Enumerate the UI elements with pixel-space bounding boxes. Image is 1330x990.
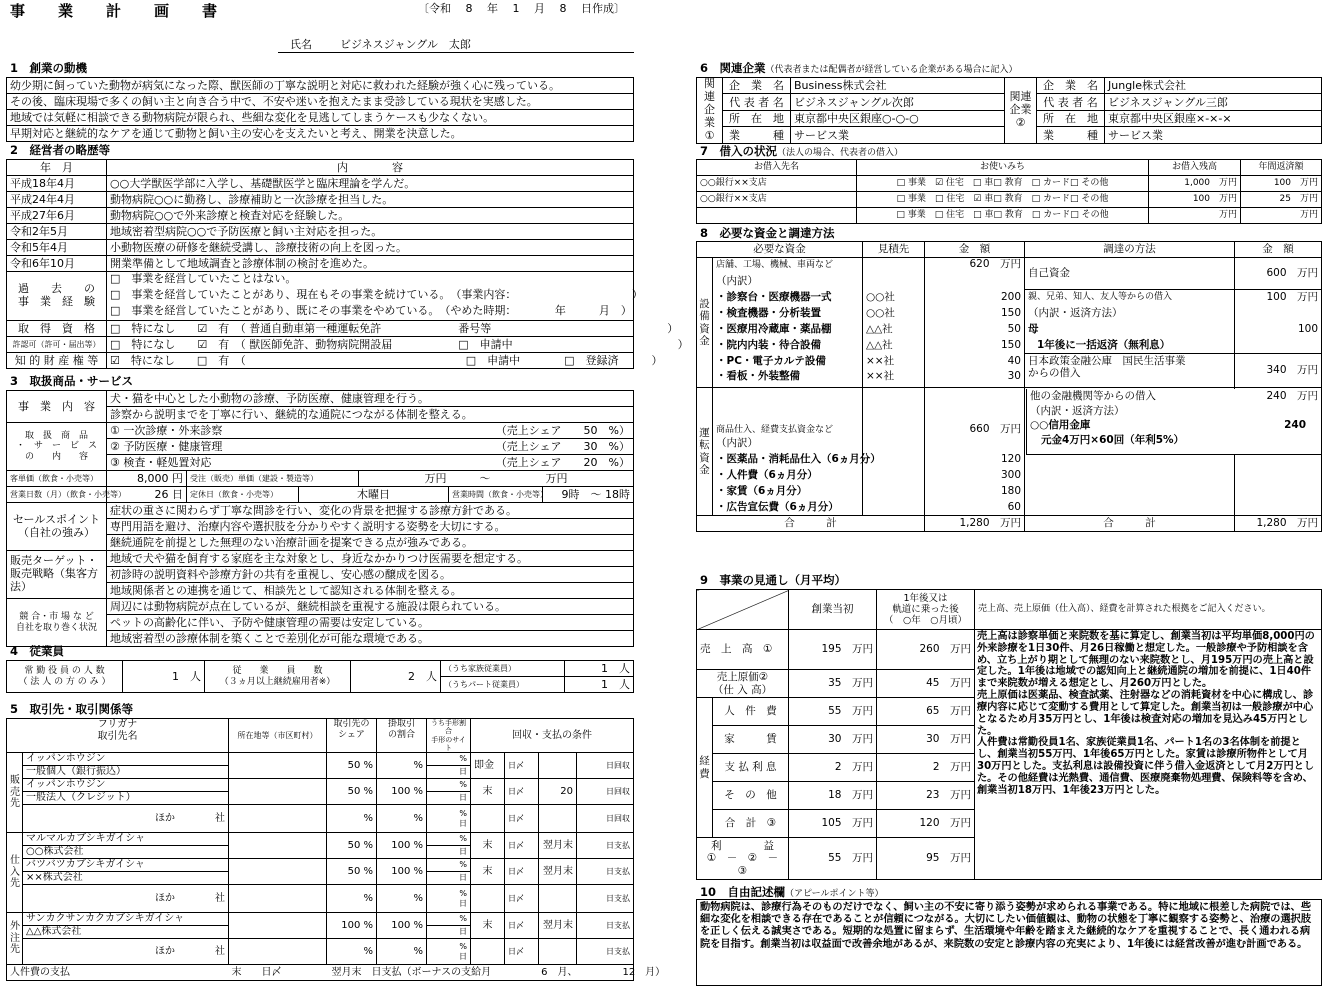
product-name[interactable]: 予防医療・健康管理 — [123, 439, 223, 453]
equipment-label: 設 備 資 金 — [697, 258, 713, 388]
unit-price-label: 受注（販売）単価（建設・製造等） — [187, 471, 359, 487]
condition-suffix: 日支払 — [577, 859, 634, 885]
col-annual: 年間返済額 — [1241, 160, 1322, 176]
col-share: 取引先の シェア — [327, 719, 377, 753]
section-1-title: 1 創業の動機 — [10, 61, 88, 75]
expense-start[interactable]: 2 万円 — [789, 754, 877, 782]
cost-after[interactable]: 45 万円 — [877, 670, 975, 698]
qualification-value[interactable]: □ 特になし ☑ 有 （ 普通自動車第一種運転免許 番号等 ） — [107, 321, 634, 337]
condition-type[interactable]: 即金 — [471, 753, 505, 779]
condition-type[interactable]: 末 — [471, 913, 505, 939]
motive-line[interactable]: その後、臨床現場で多くの飼い主と向き合う中で、不安や迷いを抱えたまま受診している現状を実感した。 — [7, 94, 634, 110]
expense-after[interactable]: 23 万円 — [877, 782, 975, 810]
partner-credit[interactable]: 100 — [391, 839, 411, 851]
payroll-value[interactable]: 末 日〆 翌月末 日支払（ボーナスの支給月 6 月、 12 月） — [229, 965, 634, 981]
condition-suffix: 日回収 — [577, 779, 634, 805]
annual-repayment[interactable]: 25 万円 — [1241, 192, 1322, 208]
expense-after[interactable]: 120 万円 — [877, 810, 975, 838]
business-label: 事 業 内 容 — [7, 391, 107, 423]
section-9 — [696, 589, 1322, 880]
company-1-industry[interactable]: サービス業 — [791, 127, 1005, 143]
target-line[interactable]: 地域で犬や猫を飼育する家庭を主な対象とし、身近なかかりつけ医需要を想定する。 — [107, 551, 634, 567]
expense-start[interactable]: 55 万円 — [789, 698, 877, 726]
equipment-vendor[interactable]: ○○社 — [863, 290, 925, 306]
working-capital-total[interactable]: 660 万円 — [925, 388, 1025, 436]
past-experience-label: 過 去 の 事 業 経 験 — [7, 272, 107, 321]
lender-name[interactable]: ○○銀行××支店 — [697, 192, 857, 208]
executives-value[interactable]: 1 人 — [123, 661, 205, 693]
equipment-vendor[interactable]: △△社 — [863, 322, 925, 338]
col-basis: 売上高、売上原価（仕入高）、経費を計算された根拠をご記入ください。 — [975, 590, 1322, 630]
expense-name: 支 払 利 息 — [713, 754, 789, 782]
section-6-title: 6 関連企業（代表者または配偶者が経営している企業がある場合に記入） — [700, 61, 1018, 75]
jfc-label: 日本政策金融公庫 国民生活事業 — [1028, 355, 1186, 367]
equipment-breakdown-label: （内訳） — [713, 274, 863, 290]
usage-options[interactable]: □ 事業 □ 住宅 ☑ 車□ 教育 □ カード□ その他 — [857, 192, 1149, 208]
product-number: ③ — [110, 455, 120, 469]
working-amount[interactable]: 180 — [925, 484, 1025, 500]
company-2-name[interactable]: Jungle株式会社 — [1105, 78, 1322, 94]
col-estimate: 見積先 — [863, 242, 925, 258]
family-repayment[interactable]: 1年後に一括返済（無利息） — [1025, 338, 1235, 354]
col-location: 所在地等（市区町村） — [229, 719, 327, 753]
expense-name: 家 賃 — [713, 726, 789, 754]
col-conditions: 回収・支払の条件 — [471, 719, 634, 753]
qualification-label: 取 得 資 格 — [7, 321, 107, 337]
permit-value[interactable]: □ 特になし ☑ 有 （ 獣医師免許、動物病院開設届 □ 申請中 ） — [107, 337, 634, 353]
others-count[interactable]: ほか 社 — [23, 885, 229, 913]
usage-options[interactable]: □ 事業 □ 住宅 □ 車□ 教育 □ カード□ その他 — [857, 208, 1149, 224]
family-breakdown-label: （内訳・返済方法） — [1025, 306, 1235, 322]
col-amount: 金 額 — [925, 242, 1025, 258]
field-label: 所 在 地 — [723, 110, 791, 126]
col-year: 年 月 — [7, 160, 107, 176]
profit-after[interactable]: 95 万円 — [877, 838, 975, 880]
other-lender-value[interactable]: 240 万円 — [1266, 390, 1318, 402]
expense-start[interactable]: 18 万円 — [789, 782, 877, 810]
history-year[interactable]: 平成27年6月 — [7, 208, 107, 224]
working-capital-head: 商品仕入、経費支払資金など — [713, 388, 863, 436]
selling-point-line[interactable]: 症状の重さに関わらず丁寧な問診を行い、変化の背景を把握する診療方針である。 — [107, 503, 634, 519]
section-5: フリガナ 取引先名 所在地等（市区町村） 取引先の シェア 掛取引 の割合 うち手形割合 手形のサイト 回収・支払の条件 販 売 先 イッパンホウジン 50 % % % 即金 日〆 日回収 一般個人（銀行振込） 日 イッパンホウジン 50 % 100 % % 末 日〆 20 日回収 一般法人（クレジット） 日 ほか 社 % % % 日 日〆 日回収 仕 入 先 マルマルカブシキガイシャ 50 % 100 % % 末 日〆 翌月末 日支払 ○○株式会社 日 バツバツカブシキガイシャ 50 % 100 % % 末 日〆 翌月末 日支払 ××株式会社 日 ほか 社 % % % 日 日〆 日支払 外 注 先 サンカクサンカクカブシキガイシャ 100 % 100 % % 末 日〆 翌月末 日支払 △△株式会社 日 ほか 社 % % % 日 日〆 日支払 人件費の支払 末 日〆 翌月末 日支払（ボーナスの支給月 6 月、 12 月） — [6, 718, 634, 981]
profit-label: 利 益 ① － ② － ③ — [697, 838, 789, 880]
ip-label: 知 的 財 産 権 等 — [7, 353, 107, 369]
loan-balance[interactable]: 1,000 万円 — [1149, 176, 1241, 192]
product-name[interactable]: 検査・軽処置対応 — [123, 455, 212, 469]
company-2-address[interactable]: 東京都中央区銀座×-×-× — [1105, 110, 1322, 126]
other-lender-repayment[interactable]: 元金4万円×60回（年利5%） — [1041, 433, 1185, 446]
price-label: 客単価（飲食・小売等） — [7, 471, 107, 487]
free-text[interactable]: 動物病院は、診療行為そのものだけでなく、飼い主の不安に寄り添う姿勢が求められる事業である。特に地域に根差した病院では、些細な変化を相談できる存在であることが信頼につながる。大切にしたい価値観は、動物の状態を丁寧に観察する姿勢と、治療の選択肢を正しく伝える誠実さである。短期的な処置に留まらず、生活環境や年齢を踏まえた継続的なケアを重視することで、長く通われる病院を目指す。創業当初は収益面で改善余地があるが、来院数の安定と診療内容の充実により、1年後には経営改善が進む計画である。 — [697, 900, 1322, 986]
family-lender[interactable]: 母 — [1025, 322, 1235, 338]
owner-label: 氏名 — [290, 38, 312, 51]
needed-total-value[interactable]: 1,280 万円 — [925, 516, 1025, 532]
days-label: 営業日数（月）（飲食・小売等） — [7, 487, 107, 503]
cost-start[interactable]: 35 万円 — [789, 670, 877, 698]
equipment-amount[interactable]: 150 — [925, 338, 1025, 354]
col-lender: お借入先名 — [697, 160, 857, 176]
history-year[interactable]: 平成24年4月 — [7, 192, 107, 208]
expense-after[interactable]: 2 万円 — [877, 754, 975, 782]
condition-suffix: 日支払 — [577, 913, 634, 939]
expense-start[interactable]: 30 万円 — [789, 726, 877, 754]
motive-line[interactable]: 地域では気軽に相談できる動物病院が限られ、些細な変化を見逃してしまうケースも少なくない。 — [7, 110, 634, 126]
history-year[interactable]: 平成18年4月 — [7, 176, 107, 192]
field-label: 代 表 者 名 — [1037, 94, 1105, 110]
jfc-value[interactable]: 340 万円 — [1235, 354, 1322, 388]
condition-day[interactable]: 翌月末 — [539, 859, 577, 885]
company-1-address[interactable]: 東京都中央区銀座○-○-○ — [791, 110, 1005, 126]
selling-point-label: セールスポイント （自社の強み） — [7, 503, 107, 551]
equipment-total[interactable]: 620 万円 — [925, 258, 1025, 274]
condition-day[interactable]: 20 — [539, 779, 577, 805]
partner-name[interactable]: 一般個人（銀行振込） — [23, 766, 229, 779]
products-label: 取 扱 商 品 ・ サ ー ビ ス の 内 容 — [7, 423, 107, 471]
equipment-item[interactable]: ・看板・外装整備 — [713, 370, 863, 388]
equipment-amount[interactable]: 30 — [925, 370, 1025, 388]
field-label: 業 種 — [1037, 127, 1105, 143]
section-3 — [6, 390, 634, 647]
working-item[interactable]: ・家賃（6ヵ月分） — [713, 484, 863, 500]
partner-kana[interactable]: バツバツカブシキガイシャ — [23, 859, 229, 872]
lender-name[interactable]: ○○銀行××支店 — [697, 176, 857, 192]
other-breakdown-label: （内訳・返済方法） — [1030, 404, 1125, 417]
other-lender-amount[interactable]: 240 — [1284, 419, 1306, 432]
document-title: 事 業 計 画 書 — [10, 2, 227, 20]
working-amount[interactable]: 120 — [925, 452, 1025, 468]
selling-point-line[interactable]: 専門用語を避け、治療内容や選択肢を分かりやすく説明する姿勢を大切にする。 — [107, 519, 634, 535]
condition-day[interactable] — [539, 753, 577, 779]
company-2-rep[interactable]: ビジネスジャングル三郎 — [1105, 94, 1322, 110]
owner-field — [278, 38, 634, 53]
section-2-title: 2 経営者の略歴等 — [10, 143, 111, 157]
partner-kana[interactable]: イッパンホウジン — [23, 753, 229, 766]
history-text[interactable]: 開業準備として地域調査と診療体制の検討を進めた。 — [107, 256, 634, 272]
related-company-2-label: 関連 企業 ② — [1005, 78, 1037, 144]
target-line[interactable]: 地域関係者との連携を通じて、相談先として認知される体制を整える。 — [107, 583, 634, 599]
profit-start[interactable]: 55 万円 — [789, 838, 877, 880]
equipment-item[interactable]: ・診察台・医療機器一式 — [713, 290, 863, 306]
holiday-label: 定休日（飲食・小売等） — [187, 487, 299, 503]
market-label: 競 合・市 場 な ど 自社を取り巻く状況 — [7, 599, 107, 647]
condition-day[interactable]: 翌月末 — [539, 913, 577, 939]
related-company-1-label: 関連 企業 ① — [697, 78, 723, 144]
col-credit: 掛取引 の割合 — [377, 719, 427, 753]
product-name[interactable]: 一次診療・外来診察 — [123, 423, 223, 437]
col-content: 内 容 — [107, 160, 634, 176]
cost-label: 売上原価② （仕 入 高） — [697, 670, 789, 698]
jfc-label-2: からの借入 — [1028, 367, 1081, 380]
section-7-note: （法人の場合、代表者の借入） — [777, 148, 904, 158]
section-10 — [696, 899, 1322, 986]
company-1-rep[interactable]: ビジネスジャングル次郎 — [791, 94, 1005, 110]
partner-share[interactable]: 100 — [341, 919, 361, 931]
partner-name[interactable]: ××株式会社 — [23, 872, 229, 885]
expenses-label: 経 費 — [697, 698, 713, 838]
equipment-amount[interactable]: 50 — [925, 322, 1025, 338]
working-breakdown-label: （内訳） — [713, 436, 863, 452]
employees-label: 従 業 員 数 （３ヵ月以上継続雇用者※） — [205, 661, 351, 693]
market-line[interactable]: ペットの高齢化に伴い、予防や健康管理の需要は安定している。 — [107, 615, 634, 631]
col-balance: お借入残高 — [1149, 160, 1241, 176]
owner-name[interactable]: ビジネスジャングル 太郎 — [340, 38, 471, 51]
col-partner-name: フリガナ 取引先名 — [7, 719, 229, 753]
col-start: 創業当初 — [789, 590, 877, 630]
section-8-title: 8 必要な資金と調達方法 — [700, 226, 835, 240]
sales-after[interactable]: 260 万円 — [877, 630, 975, 670]
history-year[interactable]: 令和6年10月 — [7, 256, 107, 272]
part-employees-value[interactable]: 1 人 — [565, 677, 634, 693]
expense-name: そ の 他 — [713, 782, 789, 810]
partner-name[interactable]: 一般法人（クレジット） — [23, 792, 229, 805]
funding-total-label: 合 計 — [1025, 516, 1235, 532]
product-number: ② — [110, 439, 120, 453]
market-line[interactable]: 周辺には動物病院が点在しているが、継続相談を重視する施設は限られている。 — [107, 599, 634, 615]
partner-name[interactable]: ○○株式会社 — [23, 846, 229, 859]
other-lender-name[interactable]: ○○信用金庫 — [1030, 419, 1091, 432]
product-share[interactable]: （売上シェア 30 %） — [449, 439, 634, 455]
working-item[interactable]: ・人件費（6ヵ月分） — [713, 468, 863, 484]
partner-share[interactable]: 50 — [347, 759, 361, 771]
section-10-note: （アピールポイント等） — [785, 889, 884, 899]
ip-value[interactable]: ☑ 特になし □ 有 （ □ 申請中 □ 登録済 ） — [107, 353, 634, 369]
experience-option[interactable]: □ 事業を経営していたことがあり、現在もその事業を続けている。 （事業内容： ） — [110, 288, 643, 301]
target-line[interactable]: 初診時の説明資料や診療方針の共有を重視し、安心感の醸成を図る。 — [107, 567, 634, 583]
section-4 — [6, 660, 634, 693]
partner-credit[interactable]: 100 — [391, 919, 411, 931]
executives-label: 常 勤 役 員 の 人 数 （ 法 人 の 方 の み ） — [7, 661, 123, 693]
partner-credit[interactable]: 100 — [391, 865, 411, 877]
business-line[interactable]: 犬・猫を中心とした小動物の診療、予防医療、健康管理を行う。 — [107, 391, 634, 407]
market-line[interactable]: 地域密着型の診療体制を築くことで差別化が可能な環境である。 — [107, 631, 634, 647]
days-value[interactable]: 26 日 — [107, 487, 187, 503]
section-8 — [696, 241, 1322, 532]
field-label: 企 業 名 — [1037, 78, 1105, 94]
col-amount2: 金 額 — [1235, 242, 1322, 258]
family-loan-value[interactable]: 100 万円 — [1235, 290, 1322, 306]
working-item[interactable]: ・広告宣伝費（6ヵ月分） — [713, 500, 863, 516]
employees-value[interactable]: 2 人 — [351, 661, 441, 693]
working-amount[interactable]: 60 — [925, 500, 1025, 516]
section-4-title: 4 従業員 — [10, 644, 65, 658]
motive-line[interactable]: 早期対応と継続的なケアを通じて動物と飼い主の安心を支えたいと考え、開業を決意した。 — [7, 126, 634, 142]
sales-label: 売 上 高 ① — [697, 630, 789, 670]
hours-label: 営業時間（飲食・小売等） — [449, 487, 543, 503]
equipment-amount[interactable]: 150 — [925, 306, 1025, 322]
payroll-label: 人件費の支払 — [7, 965, 229, 981]
condition-type[interactable]: 末 — [471, 833, 505, 859]
condition-type[interactable]: 末 — [471, 779, 505, 805]
section-6-note: （代表者または配偶者が経営している企業がある場合に記入） — [765, 65, 1018, 75]
group-label-sales: 販 売 先 — [7, 753, 23, 833]
business-line[interactable]: 診察から説明までを丁寧に行い、継続的な通院につながる体制を整える。 — [107, 407, 634, 423]
motive-line[interactable]: 幼少期に飼っていた動物が病気になった際、獣医師の丁寧な説明と対応に救われた経験が強く心に残っている。 — [7, 78, 634, 94]
product-share[interactable]: （売上シェア 50 %） — [449, 423, 634, 439]
price-value[interactable]: 8,000 円 — [107, 471, 187, 487]
section-1 — [6, 77, 634, 142]
partner-name[interactable]: △△株式会社 — [23, 926, 229, 939]
hours-value[interactable]: 9時 〜 18時 — [543, 487, 634, 503]
partner-credit[interactable]: 100 — [391, 785, 411, 797]
col-method: 調達の方法 — [1025, 242, 1235, 258]
permit-label: 許認可（許可・届出等） — [7, 337, 107, 353]
field-label: 企 業 名 — [723, 78, 791, 94]
section-2 — [6, 159, 689, 369]
equipment-item[interactable]: ・医療用冷蔵庫・薬品棚 — [713, 322, 863, 338]
history-year[interactable]: 令和2年5月 — [7, 224, 107, 240]
sales-start[interactable]: 195 万円 — [789, 630, 877, 670]
equipment-vendor[interactable]: △△社 — [863, 338, 925, 354]
field-label: 代 表 者 名 — [723, 94, 791, 110]
history-text[interactable]: ○○大学獣医学部に入学し、基礎獣医学と臨床理論を学んだ。 — [107, 176, 634, 192]
col-after: 1年後又は 軌道に乗った後 （ ○年 ○月頃） — [877, 590, 975, 630]
product-share[interactable]: （売上シェア 20 %） — [449, 455, 634, 471]
holiday-value[interactable]: 木曜日 — [299, 487, 449, 503]
partner-kana[interactable]: イッパンホウジン — [23, 779, 229, 792]
usage-options[interactable]: □ 事業 ☑ 住宅 □ 車□ 教育 □ カード□ その他 — [857, 176, 1149, 192]
condition-suffix: 日回収 — [577, 753, 634, 779]
others-count[interactable]: ほか 社 — [23, 805, 229, 833]
equipment-vendor[interactable]: ××社 — [863, 370, 925, 388]
group-label-purchase: 仕 入 先 — [7, 833, 23, 913]
family-employees-label: （うち家族従業員） — [441, 661, 565, 677]
family-employees-value[interactable]: 1 人 — [565, 661, 634, 677]
annual-repayment[interactable]: 万円 — [1241, 208, 1322, 224]
product-number: ① — [110, 423, 120, 437]
working-capital-label: 運 転 資 金 — [697, 388, 713, 516]
section-10-title: 10 自由記述欄（アピールポイント等） — [700, 885, 884, 899]
loan-balance[interactable]: 万円 — [1149, 208, 1241, 224]
section-7-title: 7 借入の状況（法人の場合、代表者の借入） — [700, 144, 904, 158]
equipment-vendor[interactable]: ××社 — [863, 354, 925, 370]
equipment-vendor[interactable]: ○○社 — [863, 306, 925, 322]
equipment-item[interactable]: ・PC・電子カルテ設備 — [713, 354, 863, 370]
equipment-amount[interactable]: 40 — [925, 354, 1025, 370]
self-funds-value[interactable]: 600 万円 — [1235, 258, 1322, 290]
expense-name: 人 件 費 — [713, 698, 789, 726]
history-text[interactable]: 動物病院○○に勤務し、診療補助と一次診療を担当した。 — [107, 192, 634, 208]
experience-option[interactable]: □ 事業を経営していたことはない。 — [110, 272, 297, 285]
basis-text[interactable]: 売上高は診察単価と来院数を基に算定し、創業当初は平均単価8,000円の外来診療を1日30件、月26日稼働と想定した。一般診療や予防相談を含め、立ち上がり期として無理のない来院数とし、月195万円の売上高と設定した。1年後は地域での認知向上と継続通院の増加を前提に、1日40件まで来院数が増える想定とし、月260万円とした。 売上原価は医薬品、検査試薬、注射器などの消耗資材を中心に構成し、診療内容に応じて変動する費用として算定した。創業当初は一般診療が中心となるため月35万円とし、1年後は検査対応の増加を見込み45万円とした。 人件費は常勤役員1名、家族従業員1名、パート1名の3名体制を前提とし、創業当初55万円、1年後65万円とした。家賃は診療所物件として月30万円とした。支払利息は設備投資に伴う借入金返済として月2万円とした。その他経費は光熱費、通信費、医療廃棄物処理費、保険料等を含め、創業当初18万円、1年後23万円とした。 — [975, 630, 1322, 880]
company-2-industry[interactable]: サービス業 — [1105, 127, 1322, 143]
section-5-title: 5 取引先・取引関係等 — [10, 702, 134, 716]
expense-name: 合 計 ③ — [713, 810, 789, 838]
working-amount[interactable]: 300 — [925, 468, 1025, 484]
col-usage: お使いみち — [857, 160, 1149, 176]
section-3-title: 3 取扱商品・サービス — [10, 374, 134, 388]
col-bill: うち手形割合 手形のサイト — [427, 719, 471, 753]
equipment-amount[interactable]: 200 — [925, 290, 1025, 306]
creation-date: 〔令和 8 年 1 月 8 日作成〕 — [418, 2, 625, 15]
condition-day[interactable]: 翌月末 — [539, 833, 577, 859]
equipment-item[interactable]: ・院内内装・待合設備 — [713, 338, 863, 354]
expense-start[interactable]: 105 万円 — [789, 810, 877, 838]
field-label: 業 種 — [723, 127, 791, 143]
condition-type[interactable]: 末 — [471, 859, 505, 885]
section-9-title: 9 事業の見通し（月平均） — [700, 573, 847, 587]
history-text[interactable]: 地域密着型病院○○で予防医療と飼い主対応を担った。 — [107, 224, 634, 240]
family-lender-amount[interactable]: 100 — [1235, 322, 1322, 338]
experience-option[interactable]: □ 事業を経営していたことがあり、既にその事業をやめている。 （やめた時期： 年 月 ） — [110, 304, 632, 317]
section-7 — [696, 159, 1322, 224]
history-year[interactable]: 令和5年4月 — [7, 240, 107, 256]
self-funds-label: 自己資金 — [1025, 258, 1235, 290]
equipment-head: 店舗、工場、機械、車両など — [713, 258, 863, 274]
others-count[interactable]: ほか 社 — [23, 939, 229, 965]
history-text[interactable]: 動物病院○○で外来診療と検査対応を経験した。 — [107, 208, 634, 224]
col-needed: 必要な資金 — [697, 242, 863, 258]
lender-name[interactable] — [697, 208, 857, 224]
other-lender-block — [1026, 389, 1322, 455]
loan-balance[interactable]: 100 万円 — [1149, 192, 1241, 208]
other-lender-label: 他の金融機関等からの借入 — [1030, 390, 1156, 402]
group-label-outsource: 外 注 先 — [7, 913, 23, 965]
company-1-name[interactable]: Business株式会社 — [791, 78, 1005, 94]
partner-kana[interactable]: サンカクサンカクカブシキガイシャ — [23, 913, 229, 926]
partner-share[interactable]: 50 — [347, 785, 361, 797]
target-label: 販売ターゲット・ 販売戦略（集客方 法） — [7, 551, 107, 599]
partner-share[interactable]: 50 — [347, 839, 361, 851]
expense-after[interactable]: 30 万円 — [877, 726, 975, 754]
family-loan-label: 親、兄弟、知人、友人等からの借入 — [1025, 290, 1235, 306]
partner-share[interactable]: 50 — [347, 865, 361, 877]
condition-suffix: 日支払 — [577, 833, 634, 859]
history-text[interactable]: 小動物医療の研修を継続受講し、診療技術の向上を図った。 — [107, 240, 634, 256]
annual-repayment[interactable]: 100 万円 — [1241, 176, 1322, 192]
partner-credit[interactable]: % — [377, 753, 427, 779]
working-item[interactable]: ・医薬品・消耗品仕入（6ヵ月分） — [713, 452, 863, 468]
section-6 — [696, 77, 1322, 144]
unit-price-value[interactable]: 万円 〜 万円 — [359, 471, 634, 487]
funding-total-value[interactable]: 1,280 万円 — [1235, 516, 1322, 532]
needed-total-label: 合 計 — [697, 516, 925, 532]
selling-point-line[interactable]: 継続通院を前提とした無理のない治療計画を提案できる点が強みである。 — [107, 535, 634, 551]
part-employees-label: （うちパート従業員） — [441, 677, 565, 693]
field-label: 所 在 地 — [1037, 110, 1105, 126]
partner-kana[interactable]: マルマルカブシキガイシャ — [23, 833, 229, 846]
expense-after[interactable]: 65 万円 — [877, 698, 975, 726]
equipment-item[interactable]: ・検査機器・分析装置 — [713, 306, 863, 322]
